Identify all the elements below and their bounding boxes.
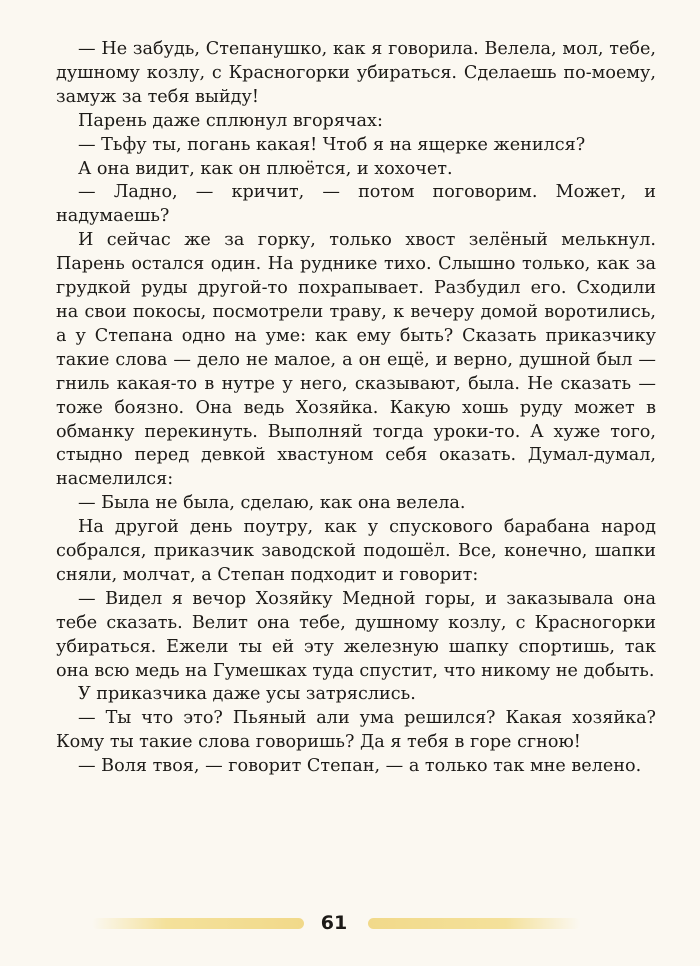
paragraph: Парень даже сплюнул вгорячах: <box>78 110 383 131</box>
paragraph: — Тьфу ты, погань какая! Чтоб я на ящерке женился? <box>78 134 586 155</box>
paragraph: У приказчика даже усы затряслись. <box>78 684 416 705</box>
paragraph: — Воля твоя, — говорит Степан, — а только так мне велено. <box>78 756 642 777</box>
page-footer <box>0 906 700 942</box>
paragraph: На другой день поутру, как у спускового барабана народ собрался, приказчик заводской подошёл. Все, конечно, шапки сняли, молчат, а Степан подходит и говорит: <box>56 517 656 585</box>
paragraph: — Видел я вечор Хозяйку Медной горы, и заказывала она тебе сказать. Велит она тебе, душному козлу, с Красногорки убираться. Ежели ты ей эту железную шапку спортишь, так она всю медь на Гумешках туда спустит, что никому не добыть. <box>56 588 656 681</box>
paragraph: И сейчас же за горку, только хвост зелёный мелькнул. Парень остался один. На руднике тихо. Слышно только, как за грудкой руды другой-то похрапывает. Разбудил его. Сходили на свои покосы, посмотрели траву, к вечеру домой воротились, а у Степана одно на уме: как ему быть? Сказать приказчику такие слова — дело не малое, а он ещё, и верно, душной был — гниль какая-то в нутре у него, сказывают, была. Не сказать — тоже боязно. Она ведь Хозяйка. Какую хошь руду может в обманку перекинуть. Выполняй тогда уроки-то. А хуже того, стыдно перед девкой хвастуном себя оказать. Думал-думал, насмелился: <box>56 230 656 490</box>
paragraph: — Была не была, сделаю, как она велела. <box>78 493 466 514</box>
paragraph: А она видит, как он плюётся, и хохочет. <box>78 158 453 179</box>
paragraph: — Ты что это? Пьяный али ума решился? Какая хозяйка? Кому ты такие слова говоришь? Да я тебя в горе сгною! <box>56 708 656 753</box>
paragraph: — Ладно, — кричит, — потом поговорим. Может, и надумаешь? <box>56 182 656 227</box>
page-number: 61 <box>320 912 348 934</box>
footer-ornament-left <box>92 918 304 929</box>
paragraph: — Не забудь, Степанушко, как я говорила. Велела, мол, тебе, душному козлу, с Красногорки убираться. Сделаешь по-моему, замуж за тебя выйду! <box>56 39 656 107</box>
page-body-text <box>56 38 656 779</box>
footer-ornament-right <box>368 918 580 929</box>
